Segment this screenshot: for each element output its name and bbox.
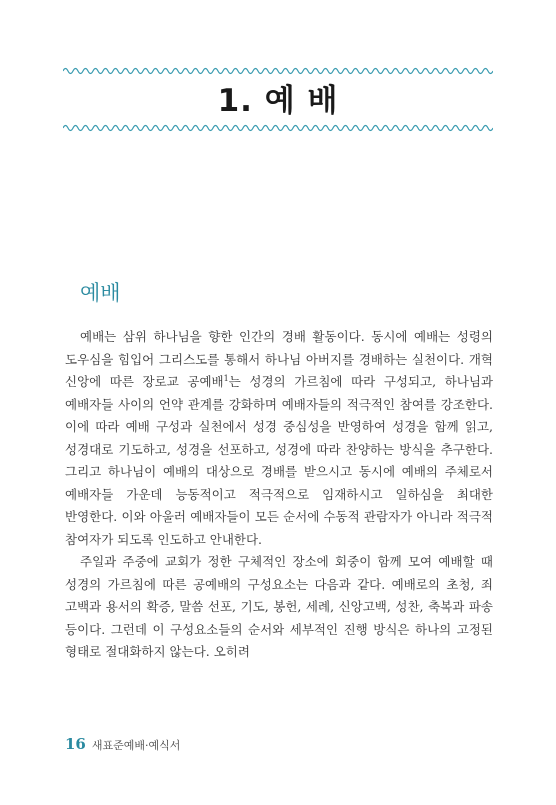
bottom-wave-ornament <box>63 123 493 133</box>
book-title: 새표준예배·예식서 <box>91 739 181 752</box>
body-text <box>65 326 493 664</box>
chapter-title: 1. 예 배 <box>217 83 339 119</box>
paragraph-1-part-1: 예배는 삼위 하나님을 향한 인간의 경배 활동이다. 동시에 예배는 성령의 도우심을 힘입어 그리스도를 통해서 하나님 아버지를 경배하는 실천이다. 개혁 신앙에 따른 장로교 공예배 <box>65 329 493 389</box>
paragraph-2: 주일과 주중에 교회가 정한 구체적인 장소에 회중이 함께 모여 예배할 때 성경의 가르침에 따른 공예배의 구성요소는 다음과 같다. 예배로의 초청, 죄 고백과 용서의 확증, 말씀 선포, 기도, 봉헌, 세례, 신앙고백, 성찬, 축복과 파송 등이다. 그런데 이 구성요소들의 순서와 세부적인 진행 방식은 하나의 고정된 형태로 절대화하지 않는다. 오히려 <box>65 554 493 659</box>
section-heading: 예배 <box>80 281 121 305</box>
paragraph-1-part-2: 는 성경의 가르침에 따라 구성되고, 하나님과 예배자들 사이의 언약 관계를 강화하며 예배자들의 적극적인 참여를 강조한다. 이에 따라 예배 구성과 실천에서 성경 중심성을 반영하여 성경을 함께 읽고, 성경대로 기도하고, 성경을 선포하고, 성경에 따라 찬양하는 방식을 추구한다. 그리고 하나님이 예배의 대상으로 경배를 받으시고 동시에 예배의 주체로서 예배자들 가운데 능동적이고 적극적으로 임재하시고 일하심을 최대한 반영한다. 이와 아울러 예배자들이 모든 순서에 수동적 관람자가 아니라 적극적 참여자가 되도록 인도하고 안내한다. <box>65 374 493 547</box>
footnote-marker[interactable]: 1 <box>223 373 229 383</box>
paragraph-1 <box>65 326 493 551</box>
page-number: 16 <box>65 735 86 753</box>
page-footer <box>65 735 180 757</box>
top-wave-ornament <box>63 66 493 76</box>
